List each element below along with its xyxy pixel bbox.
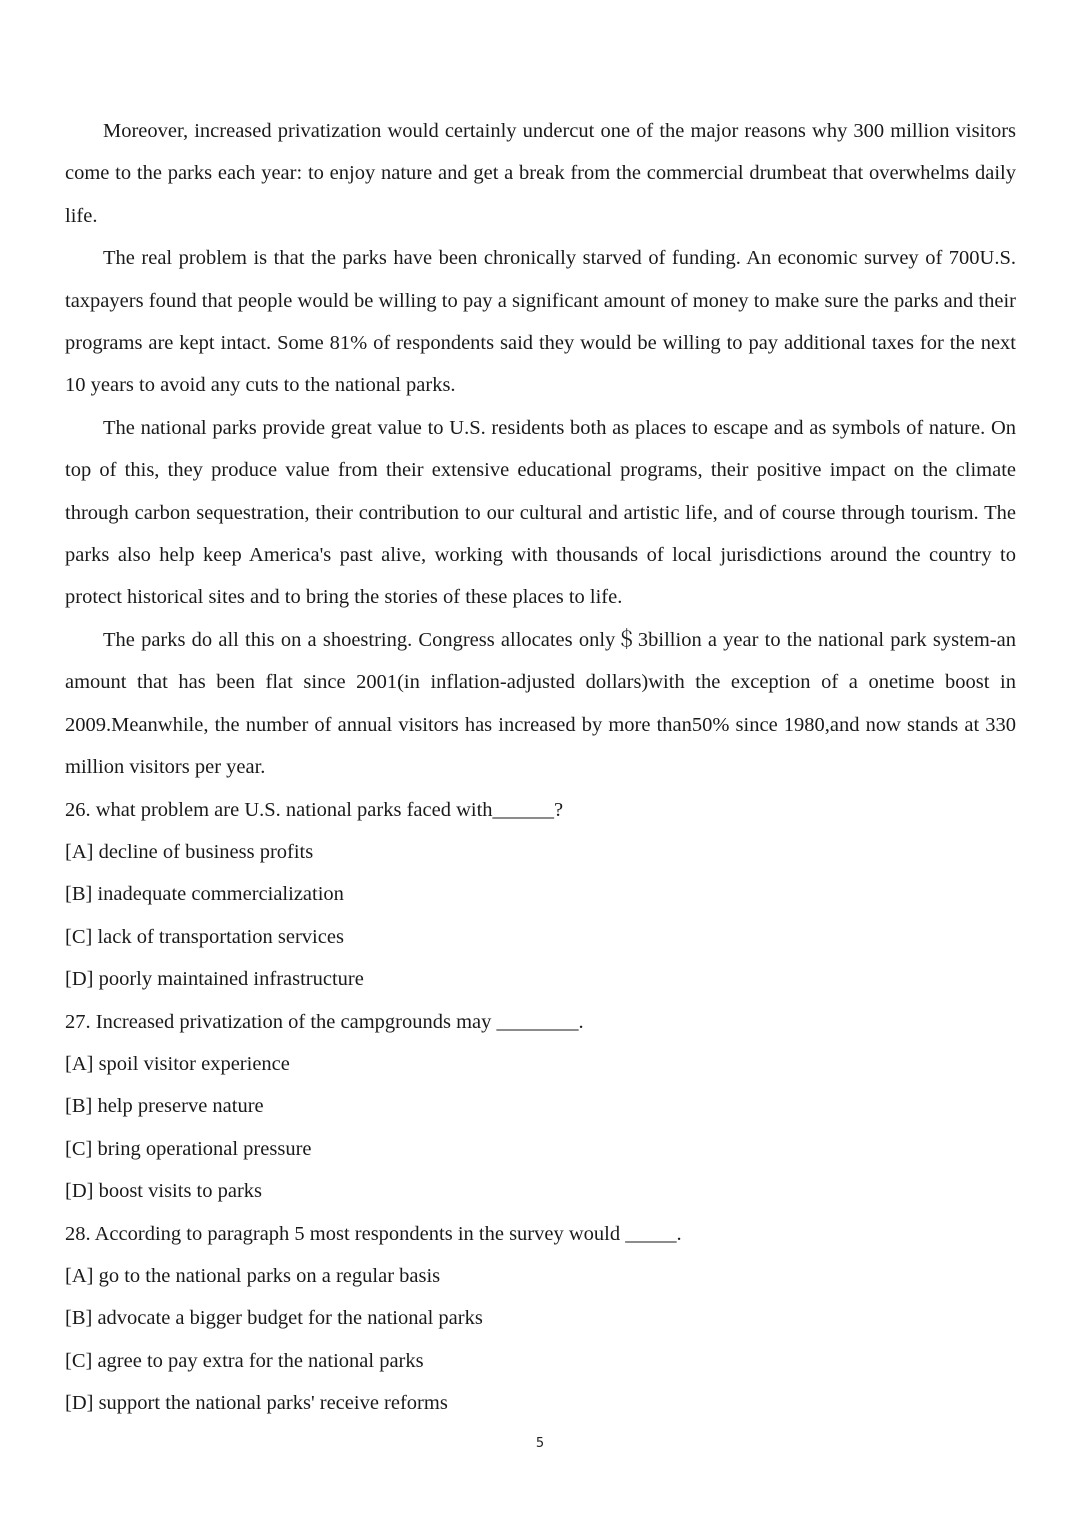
option-c: [C] agree to pay extra for the national parks [65,1349,424,1372]
option-b: [B] help preserve nature [65,1095,264,1118]
option-a: [A] spoil visitor experience [65,1052,290,1075]
question-stem: 26. what problem are U.S. national parks faced with______? [65,798,564,821]
question-27 [65,1001,1016,1213]
option-a: [A] decline of business profits [65,840,314,863]
option-d: [D] support the national parks' receive reforms [65,1392,448,1415]
option-c: [C] bring operational pressure [65,1137,312,1160]
question-stem: 27. Increased privatization of the campgrounds may ________. [65,1010,584,1033]
option-d: [D] poorly maintained infrastructure [65,968,364,991]
option-b: [B] advocate a bigger budget for the national parks [65,1307,483,1330]
question-stem: 28. According to paragraph 5 most respondents in the survey would _____. [65,1222,682,1245]
option-d: [D] boost visits to parks [65,1180,263,1203]
question-26 [65,789,1016,1001]
paragraph: The national parks provide great value to U.S. residents both as places to escape and as symbols of nature. On top of this, they produce value from their extensive educational programs, their positive impact on the climate through carbon sequestration, their contribution to our cultural and artistic life, and of course through tourism. The parks also help keep America's past alive, working with thousands of local jurisdictions around the country to protect historical sites and to bring the stories of these places to life. [65,416,1016,609]
option-a: [A] go to the national parks on a regular basis [65,1264,441,1287]
option-c: [C] lack of transportation services [65,925,344,948]
paragraph: The real problem is that the parks have been chronically starved of funding. An economic survey of 700U.S. taxpayers found that people would be willing to pay a significant amount of money to make sure the parks and their programs are kept intact. Some 81% of respondents said they would be willing to pay additional taxes for the next 10 years to avoid any cuts to the national parks. [65,247,1016,397]
document-page [65,110,1016,1425]
question-28 [65,1213,1016,1425]
paragraph: The parks do all this on a shoestring. Congress allocates only＄3billion a year to the national park system-an amount that has been flat since 2001(in inflation-adjusted dollars)with the exception of a onetime boost in 2009.Meanwhile, the number of annual visitors has increased by more than50% since 1980,and now stands at 330 million visitors per year. [65,628,1016,779]
page-number: 5 [535,1436,545,1451]
paragraph: Moreover, increased privatization would certainly undercut one of the major reasons why 300 million visitors come to the parks each year: to enjoy nature and get a break from the commercial drumbeat that overwhelms daily life. [65,120,1016,227]
option-b: [B] inadequate commercialization [65,883,344,906]
